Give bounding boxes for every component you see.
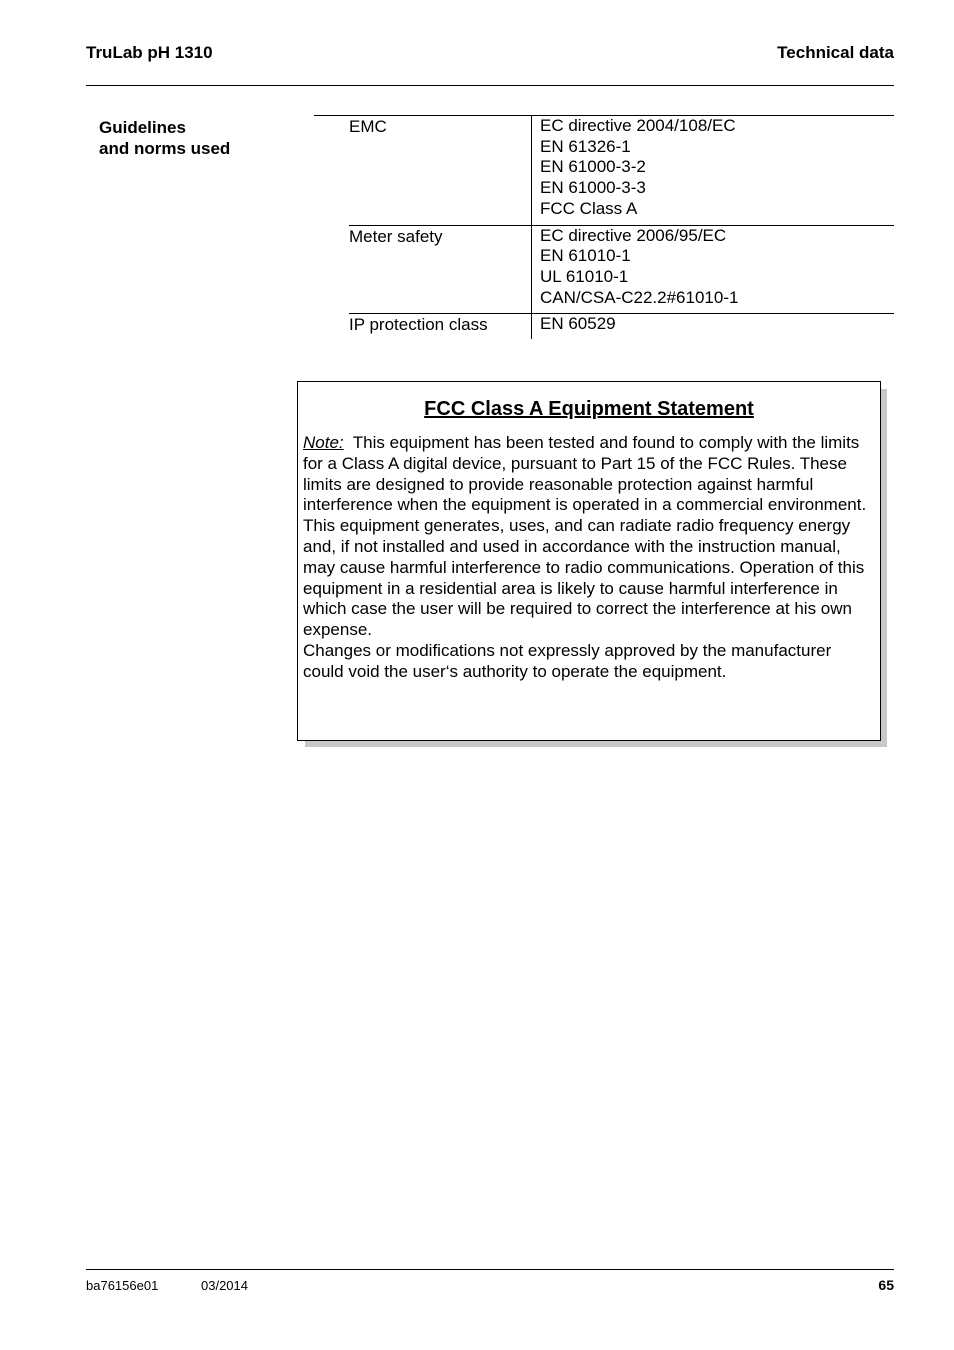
guidelines-label-line2: and norms used xyxy=(99,139,231,158)
norm-value: EN 61000-3-2 xyxy=(540,157,646,177)
footer-page-number: 65 xyxy=(878,1277,894,1293)
norms-values xyxy=(531,313,894,339)
row-divider xyxy=(349,313,894,314)
norms-key: EMC xyxy=(349,117,387,136)
norm-value: EN 60529 xyxy=(540,314,616,334)
norms-table xyxy=(314,115,894,339)
header-product-name: TruLab pH 1310 xyxy=(86,43,213,62)
norms-row-meter-safety xyxy=(314,225,894,314)
norms-row-ip-protection xyxy=(314,313,894,339)
norms-key: IP protection class xyxy=(349,315,488,335)
fcc-title: FCC Class A Equipment Statement xyxy=(424,398,754,420)
fcc-paragraph-2: Changes or modifications not expressly approved by the manufacturer could void the user‘s authority to operate the equipment. xyxy=(303,640,832,681)
norm-value: UL 61010-1 xyxy=(540,266,629,286)
norm-value: EN 61326-1 xyxy=(540,136,631,156)
row-divider xyxy=(349,225,894,226)
fcc-statement-box xyxy=(297,381,881,741)
norm-value: EN 61000-3-3 xyxy=(540,178,646,198)
norm-value: CAN/CSA-C22.2#61010-1 xyxy=(540,287,739,307)
footer-doc-number: ba76156e01 xyxy=(86,1278,159,1293)
norms-row-emc xyxy=(314,115,894,225)
header-divider xyxy=(86,85,894,86)
norm-value: EC directive 2004/108/EC xyxy=(540,116,736,135)
norms-key: Meter safety xyxy=(349,226,443,246)
row-divider xyxy=(314,115,894,116)
guidelines-label-line1: Guidelines xyxy=(99,118,186,137)
fcc-body xyxy=(303,433,870,683)
norms-values xyxy=(531,115,894,225)
header-section-title: Technical data xyxy=(777,43,894,62)
norm-value: EN 61010-1 xyxy=(540,246,631,266)
guidelines-section-label xyxy=(99,117,230,159)
footer-date: 03/2014 xyxy=(201,1278,248,1293)
norms-values xyxy=(531,225,894,314)
norm-value: FCC Class A xyxy=(540,198,638,218)
note-label: Note: xyxy=(303,433,344,452)
fcc-paragraph-1-text: This equipment has been tested and found to comply with the limits for a Class A digital device, pursuant to Part 15 of the FCC Rules. These limits are designed to provide reasonable protection against harmful interference when the equipment is operated in a commercial environment. This equipment generates, uses, and can radiate radio frequency energy and, if not installed and used in accordance with the instruction manual, may cause harmful interference to radio communications. Operation of this equipment in a residential area is likely to cause harmful interference in which case the user will be required to correct the interference at his own expense. xyxy=(303,433,867,640)
norm-value: EC directive 2006/95/EC xyxy=(540,225,727,245)
fcc-paragraph-1 xyxy=(303,433,870,641)
footer-divider xyxy=(86,1269,894,1270)
